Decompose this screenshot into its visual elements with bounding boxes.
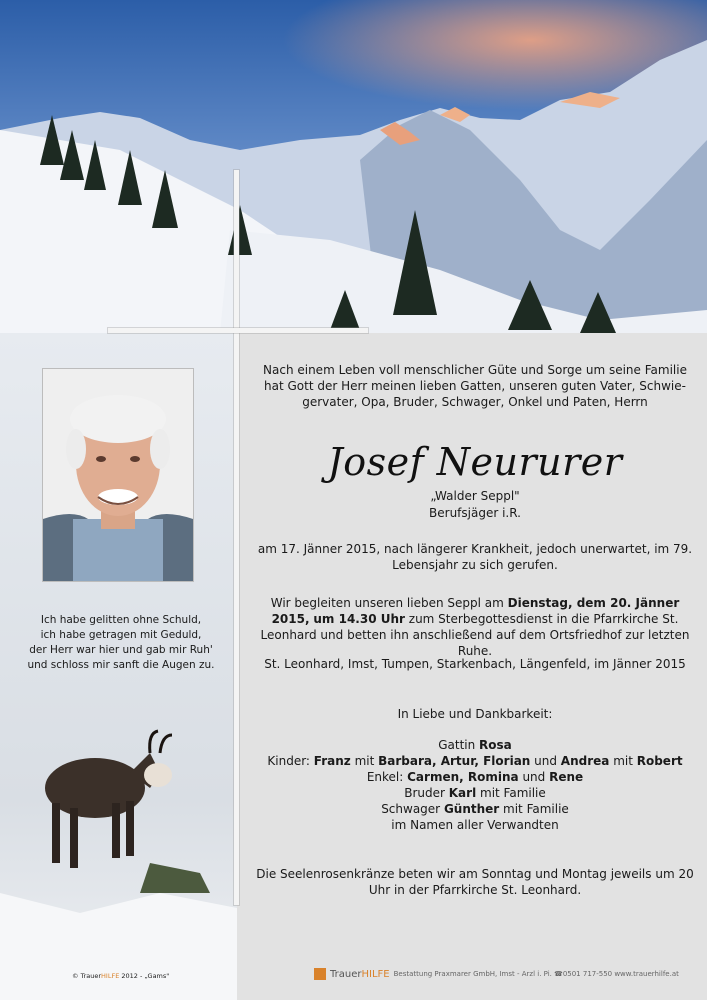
family-wife: Gattin Rosa [438,738,512,752]
funeral-date: Dienstag, dem 20. Jänner 2015, [271,596,680,626]
funeral-notice [255,595,695,659]
company-info: Bestattung Praxmarer GmbH, Imst - Arzl i. Pi. ☎0501 717-550 www.trauerhilfe.at [393,970,679,978]
closing-line: In Liebe und Dankbarkeit: [397,707,553,721]
family-inlaw: Schwager Günther mit Familie [381,802,569,816]
image-copyright: © TrauerHILFE 2012 - „Gams" [72,972,170,980]
intro-line: gervater, Opa, Bruder, Schwager, Onkel und Paten, Herrn [302,395,648,409]
poem-line: und schloss mir sanft die Augen zu. [27,659,215,671]
cross-horizontal-bar [108,328,368,333]
intro-text [255,362,695,410]
deceased-nickname: „Walder Seppl" [430,489,520,503]
mountain-banner-image [0,0,707,333]
funeral-before: Wir begleiten unseren lieben Seppl am [270,596,508,610]
funeral-time: um 14.30 Uhr [313,612,405,626]
family-list [255,737,695,833]
place-line: St. Leonhard, Imst, Tumpen, Starkenbach, Längenfeld, im Jänner 2015 [264,657,686,671]
funeral-after: zum Sterbegottesdienst in die Pfarrkirche St. Leonhard und betten ihn anschließend auf dem Ortsfriedhof zur letzten Ruhe. [260,612,690,658]
poem-line: ich habe getragen mit Geduld, [40,629,202,641]
cross-vertical-bar [234,170,239,905]
poem [10,613,232,673]
family-brother: Bruder Karl mit Familie [404,786,546,800]
deceased-occupation: Berufsjäger i.R. [429,506,521,520]
portrait-photo [42,368,194,582]
death-notice: am 17. Jänner 2015, nach längerer Krankheit, jedoch unerwartet, im 79. Lebensjahr zu sich gerufen. [257,542,693,572]
intro-line: hat Gott der Herr meinen lieben Gatten, unseren guten Vater, Schwie- [264,379,686,393]
intro-line: Nach einem Leben voll menschlicher Güte und Sorge um seine Familie [263,363,687,377]
deceased-name: Josef Neururer [327,440,623,484]
logo-text: TrauerHILFE [330,968,390,980]
family-grandchildren: Enkel: Carmen, Romina und Rene [366,770,584,784]
family-relatives: im Namen aller Verwandten [391,818,559,832]
footer-credit [314,968,679,980]
family-children: Kinder: Franz mit Barbara, Artur, Florian und Andrea mit Robert [267,754,683,768]
trauerhilfe-logo-icon [314,968,326,980]
poem-line: der Herr war hier und gab mir Ruh' [29,644,213,656]
rosary-notice: Die Seelenrosenkränze beten wir am Sonntag und Montag jeweils um 20 Uhr in der Pfarrkirche St. Leonhard. [256,867,694,897]
poem-line: Ich habe gelitten ohne Schuld, [40,614,202,626]
